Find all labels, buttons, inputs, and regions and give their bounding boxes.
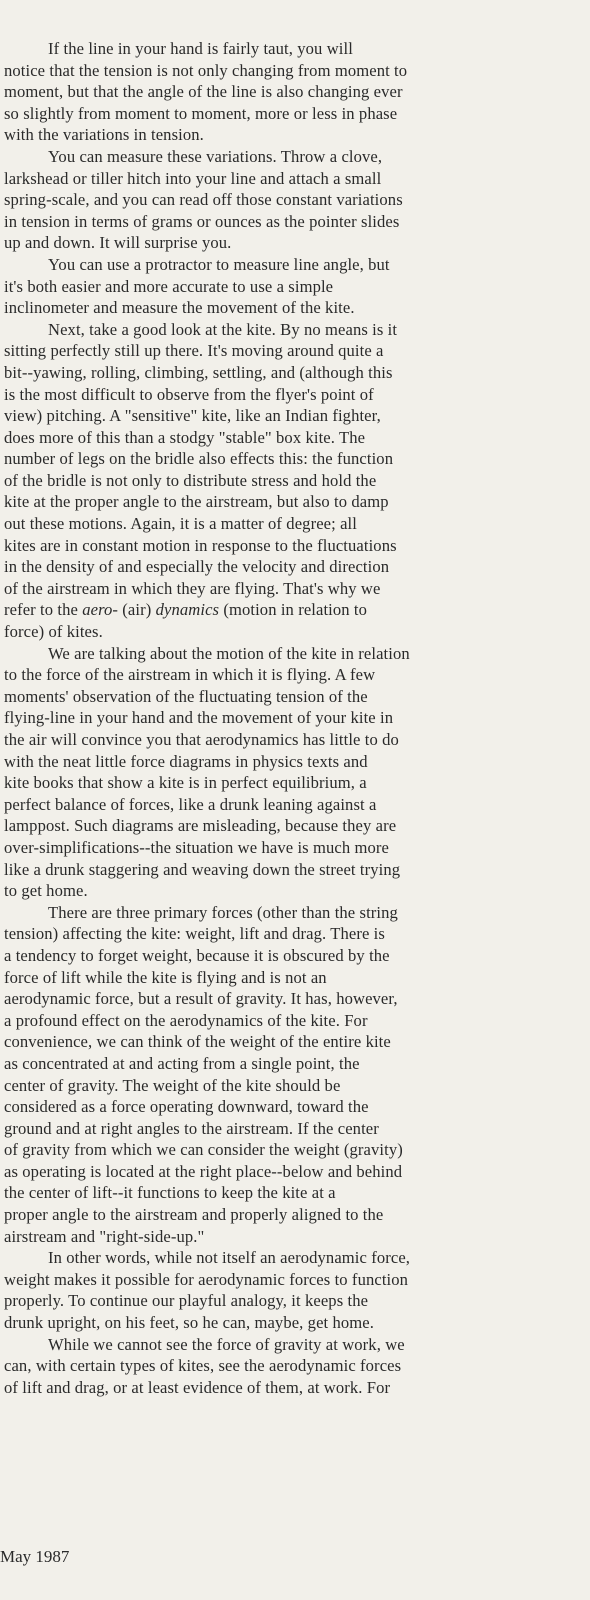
- text-line: does more of this than a stodgy "stable" box kite. The: [4, 427, 366, 447]
- text-line: properly. To continue our playful analogy, it keeps the: [4, 1291, 369, 1311]
- text-line: If the line in your hand is fairly taut, you will: [48, 39, 353, 58]
- text-line: of gravity from which we can consider the weight (gravity): [4, 1140, 403, 1160]
- text-line: flying-line in your hand and the movement of your kite in: [4, 708, 394, 728]
- text-line: kites are in constant motion in response to the fluctuations: [4, 535, 397, 555]
- text-line: to get home.: [4, 881, 88, 901]
- italic-term-aero: aero-: [82, 600, 119, 620]
- text-line: with the neat little force diagrams in physics texts and: [4, 751, 368, 771]
- text-line: of the bridle is not only to distribute stress and hold the: [4, 470, 377, 490]
- article-body: [4, 38, 540, 1398]
- text-line: moments' observation of the fluctuating tension of the: [4, 686, 368, 706]
- paragraph: [4, 38, 540, 146]
- text-line: is the most difficult to observe from the flyer's point of: [4, 384, 374, 404]
- text-line: kite books that show a kite is in perfect equilibrium, a: [4, 773, 367, 793]
- paragraph: [4, 1334, 540, 1399]
- text-line: airstream and "right-side-up.": [4, 1226, 205, 1246]
- text-line: larkshead or tiller hitch into your line and attach a small: [4, 168, 382, 188]
- text-line: In other words, while not itself an aerodynamic force,: [48, 1248, 411, 1268]
- text-line: We are talking about the motion of the kite in relation: [48, 643, 410, 663]
- text-line: up and down. It will surprise you.: [4, 233, 232, 253]
- paragraph: [4, 254, 540, 319]
- italic-term-dynamics: dynamics: [155, 600, 220, 620]
- text-line: convenience, we can think of the weight of the entire kite: [4, 1032, 391, 1052]
- text-fragment: refer to the: [4, 600, 83, 620]
- text-line: in tension in terms of grams or ounces as the pointer slides: [4, 211, 400, 231]
- text-line: drunk upright, on his feet, so he can, maybe, get home.: [4, 1313, 375, 1333]
- text-line: weight makes it possible for aerodynamic forces to function: [4, 1269, 409, 1289]
- text-line: sitting perfectly still up there. It's moving around quite a: [4, 341, 384, 361]
- text-line: aerodynamic force, but a result of gravity. It has, however,: [4, 989, 398, 1009]
- text-line: of the airstream in which they are flying. That's why we: [4, 578, 381, 598]
- text-line: to the force of the airstream in which it is flying. A few: [4, 665, 376, 685]
- text-line: over-simplifications--the situation we have is much more: [4, 837, 389, 857]
- text-line: bit--yawing, rolling, climbing, settling, and (although this: [4, 362, 393, 382]
- text-line: considered as a force operating downward, toward the: [4, 1097, 369, 1117]
- text-line: like a drunk staggering and weaving down the street trying: [4, 859, 401, 879]
- text-line: proper angle to the airstream and properly aligned to the: [4, 1205, 384, 1225]
- text-line: of lift and drag, or at least evidence of them, at work. For: [4, 1377, 391, 1397]
- text-line: spring-scale, and you can read off those constant variations: [4, 190, 403, 210]
- paragraph: [4, 319, 540, 643]
- text-fragment: (air): [118, 600, 156, 620]
- text-line: tension) affecting the kite: weight, lift and drag. There is: [4, 924, 385, 944]
- text-line: There are three primary forces (other than the string: [48, 902, 398, 922]
- text-line: You can use a protractor to measure line angle, but: [48, 254, 390, 274]
- text-line: with the variations in tension.: [4, 125, 204, 145]
- paragraph: [4, 146, 540, 254]
- text-line: inclinometer and measure the movement of the kite.: [4, 298, 355, 318]
- text-line: moment, but that the angle of the line is also changing ever: [4, 82, 403, 102]
- text-line: Next, take a good look at the kite. By no means is it: [48, 319, 398, 339]
- issue-date: May 1987: [0, 1547, 70, 1566]
- text-line: as operating is located at the right place--below and behind: [4, 1161, 403, 1181]
- text-line: kite at the proper angle to the airstream, but also to damp: [4, 492, 389, 512]
- text-line: lamppost. Such diagrams are misleading, because they are: [4, 816, 397, 836]
- text-line: in the density of and especially the velocity and direction: [4, 557, 390, 577]
- text-line: can, with certain types of kites, see the aerodynamic forces: [4, 1356, 402, 1376]
- paragraph: [4, 1247, 540, 1333]
- text-line: force of lift while the kite is flying and is not an: [4, 967, 327, 987]
- text-fragment: (motion in relation to: [219, 600, 368, 620]
- text-line: number of legs on the bridle also effects this: the function: [4, 449, 394, 469]
- text-line: out these motions. Again, it is a matter of degree; all: [4, 514, 357, 534]
- text-line: perfect balance of forces, like a drunk leaning against a: [4, 794, 377, 814]
- text-line: ground and at right angles to the airstream. If the center: [4, 1118, 379, 1138]
- text-line: so slightly from moment to moment, more or less in phase: [4, 103, 398, 123]
- text-line: a tendency to forget weight, because it is obscured by the: [4, 945, 390, 965]
- text-line: While we cannot see the force of gravity at work, we: [48, 1334, 405, 1354]
- text-line: the center of lift--it functions to keep the kite at a: [4, 1183, 336, 1203]
- text-line-with-italics: [4, 599, 540, 621]
- text-line: notice that the tension is not only changing from moment to: [4, 60, 408, 80]
- text-line: it's both easier and more accurate to use a simple: [4, 276, 334, 296]
- text-line: view) pitching. A "sensitive" kite, like an Indian fighter,: [4, 406, 381, 426]
- text-line: center of gravity. The weight of the kite should be: [4, 1075, 341, 1095]
- text-line: a profound effect on the aerodynamics of the kite. For: [4, 1010, 368, 1030]
- paragraph: [4, 902, 540, 1248]
- paragraph: [4, 643, 540, 902]
- text-line: force) of kites.: [4, 622, 103, 642]
- text-line: the air will convince you that aerodynamics has little to do: [4, 730, 399, 749]
- text-line: You can measure these variations. Throw a clove,: [48, 146, 383, 166]
- text-line: as concentrated at and acting from a single point, the: [4, 1053, 360, 1073]
